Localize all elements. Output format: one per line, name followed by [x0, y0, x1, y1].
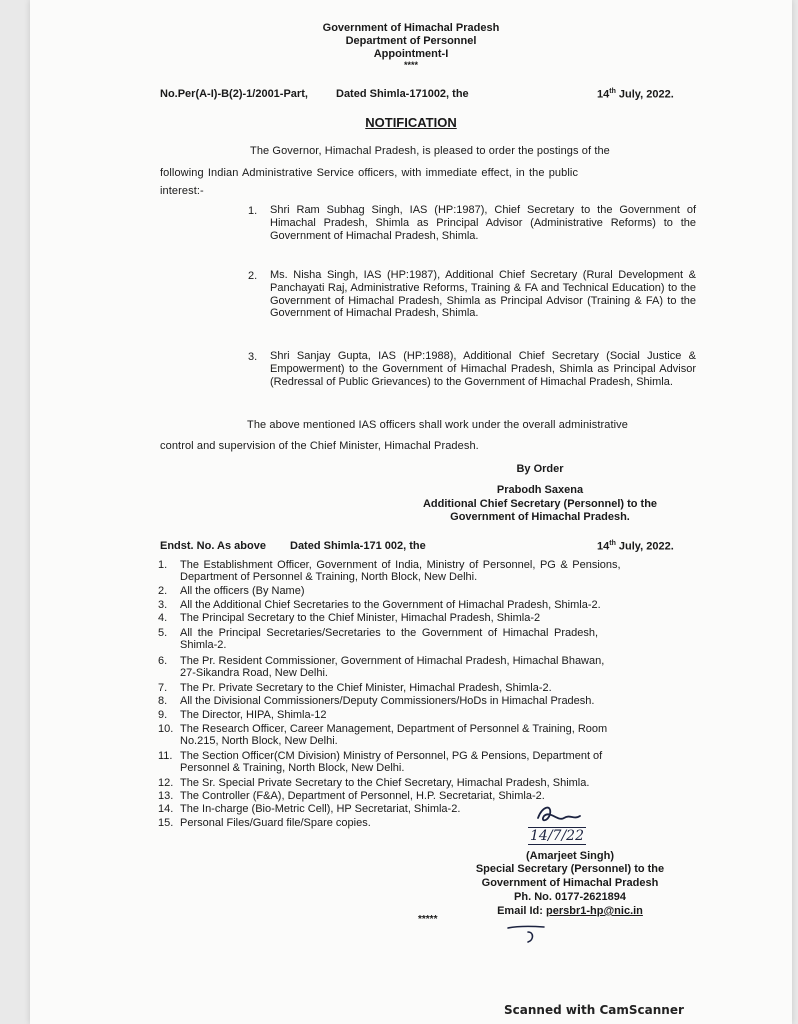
copy-text: The In-charge (Bio-Metric Cell), HP Secretariat, Shimla-2. — [180, 803, 461, 815]
copy-text: The Principal Secretary to the Chief Minister, Himachal Pradesh, Shimla-2 — [180, 612, 541, 624]
signatory-email — [440, 905, 700, 918]
copy-number: 10. — [158, 723, 174, 735]
copy-text: The Pr. Private Secretary to the Chief Minister, Himachal Pradesh, Shimla-2. — [180, 682, 552, 694]
posting-text: Shri Ram Subhag Singh, IAS (HP:1987), Chief Secretary to the Government of Himachal Pradesh, Shimla as Principal Advisor (Administrative Reforms) to the Government of Himachal Pradesh, Shimla. — [270, 204, 696, 242]
copy-number: 6. — [158, 655, 168, 667]
copy-text: Shimla-2. — [180, 639, 227, 651]
copy-number: 1. — [158, 559, 168, 571]
copy-text: 27-Sikandra Road, New Delhi. — [180, 667, 328, 679]
header-stars: **** — [403, 60, 418, 70]
copy-text: Department of Personnel & Training, North Block, New Delhi. — [180, 571, 478, 583]
copy-text: The Director, HIPA, Shimla-12 — [180, 709, 327, 721]
copy-text: The Pr. Resident Commissioner, Government of Himachal Pradesh, Himachal Bhawan, — [180, 655, 605, 667]
email-link[interactable]: persbr1-hp@nic.in — [546, 905, 643, 917]
copy-text: All the officers (By Name) — [180, 585, 305, 597]
document-page — [30, 0, 792, 1024]
copy-number: 11. — [158, 750, 173, 762]
endorsement-number: Endst. No. As above — [160, 540, 266, 552]
signatory-name: (Amarjeet Singh) — [525, 850, 614, 862]
pen-mark — [504, 920, 550, 950]
copy-text: Personnel & Training, North Block, New Delhi. — [180, 762, 405, 774]
copy-number: 5. — [158, 627, 168, 639]
copy-number: 13. — [158, 790, 174, 802]
header-government: Government of Himachal Pradesh — [322, 22, 500, 34]
reference-date: 14th July, 2022. — [597, 88, 674, 101]
intro-line-1: The Governor, Himachal Pradesh, is pleased to order the postings of the — [250, 145, 610, 157]
header-department: Department of Personnel — [345, 35, 477, 47]
intro-line-2: following Indian Administrative Service officers, with immediate effect, in the public — [160, 167, 579, 179]
copy-number: 12. — [158, 777, 174, 789]
by-order: By Order — [516, 463, 564, 475]
copy-number: 9. — [158, 709, 168, 721]
signatory-phone: Ph. No. 0177-2621894 — [514, 891, 626, 903]
notification-title: NOTIFICATION — [365, 115, 457, 130]
endorsement-dated: Dated Shimla-171 002, the — [290, 540, 426, 552]
reference-dated: Dated Shimla-171002, the — [336, 88, 469, 100]
copy-text: The Research Officer, Career Management, Department of Personnel & Training, Room — [180, 723, 608, 735]
order-signatory-name: Prabodh Saxena — [496, 484, 584, 496]
posting-number: 3. — [248, 351, 258, 363]
copy-number: 15. — [158, 817, 174, 829]
copy-text: No.215, North Block, New Delhi. — [180, 735, 338, 747]
signatory-government: Government of Himachal Pradesh — [481, 877, 659, 889]
order-signatory-designation: Additional Chief Secretary (Personnel) to the — [422, 498, 658, 510]
copy-text: All the Divisional Commissioners/Deputy Commissioners/HoDs in Himachal Pradesh. — [180, 695, 595, 707]
copy-text: The Controller (F&A), Department of Personnel, H.P. Secretariat, Shimla-2. — [180, 790, 545, 802]
header-branch: Appointment-I — [373, 48, 449, 60]
copy-text: All the Additional Chief Secretaries to the Government of Himachal Pradesh, Shimla-2. — [180, 599, 601, 611]
copy-text: The Sr. Special Private Secretary to the Chief Secretary, Himachal Pradesh, Shimla. — [180, 777, 590, 789]
posting-number: 1. — [248, 205, 258, 217]
camscanner-watermark: Scanned with CamScanner — [504, 1003, 684, 1017]
handwritten-date: 14/7/22 — [530, 828, 584, 844]
endorsement-date: 14th July, 2022. — [597, 540, 674, 553]
copy-number: 14. — [158, 803, 174, 815]
copy-number: 7. — [158, 682, 168, 694]
copy-text: All the Principal Secretaries/Secretaries to the Government of Himachal Pradesh, — [180, 627, 599, 639]
copy-text: The Establishment Officer, Government of India, Ministry of Personnel, PG & Pensions, — [180, 559, 621, 571]
closing-line-2: control and supervision of the Chief Minister, Himachal Pradesh. — [160, 440, 479, 452]
copy-text: Personal Files/Guard file/Spare copies. — [180, 817, 371, 829]
order-signatory-government: Government of Himachal Pradesh. — [450, 511, 630, 523]
posting-number: 2. — [248, 270, 258, 282]
copy-number: 4. — [158, 612, 168, 624]
reference-number: No.Per(A-I)-B(2)-1/2001-Part, — [160, 88, 308, 100]
copy-number: 8. — [158, 695, 168, 707]
signatory-designation: Special Secretary (Personnel) to the — [475, 863, 665, 875]
footer-stars: ***** — [418, 914, 438, 925]
posting-text: Shri Sanjay Gupta, IAS (HP:1988), Additional Chief Secretary (Social Justice & Empowerment) to the Government of Himachal Pradesh, Shimla as Principal Advisor (Redressal of Public Grievances) to the Government of Himachal Pradesh, Shimla. — [270, 350, 696, 388]
email-label: Email Id: — [497, 905, 546, 917]
posting-text: Ms. Nisha Singh, IAS (HP:1987), Additional Chief Secretary (Rural Development & Panchayati Raj, Administrative Reforms, Training & FA and Technical Education) to the Government of Himachal Pradesh, Shimla as Principal Advisor (Training & FA) to the Government of Himachal Pradesh, Shimla. — [270, 269, 696, 320]
closing-line-1: The above mentioned IAS officers shall work under the overall administrative — [247, 419, 628, 431]
copy-text: The Section Officer(CM Division) Ministry of Personnel, PG & Pensions, Department of — [180, 750, 603, 762]
copy-number: 2. — [158, 585, 168, 597]
intro-line-3: interest:- — [160, 185, 204, 197]
copy-number: 3. — [158, 599, 168, 611]
